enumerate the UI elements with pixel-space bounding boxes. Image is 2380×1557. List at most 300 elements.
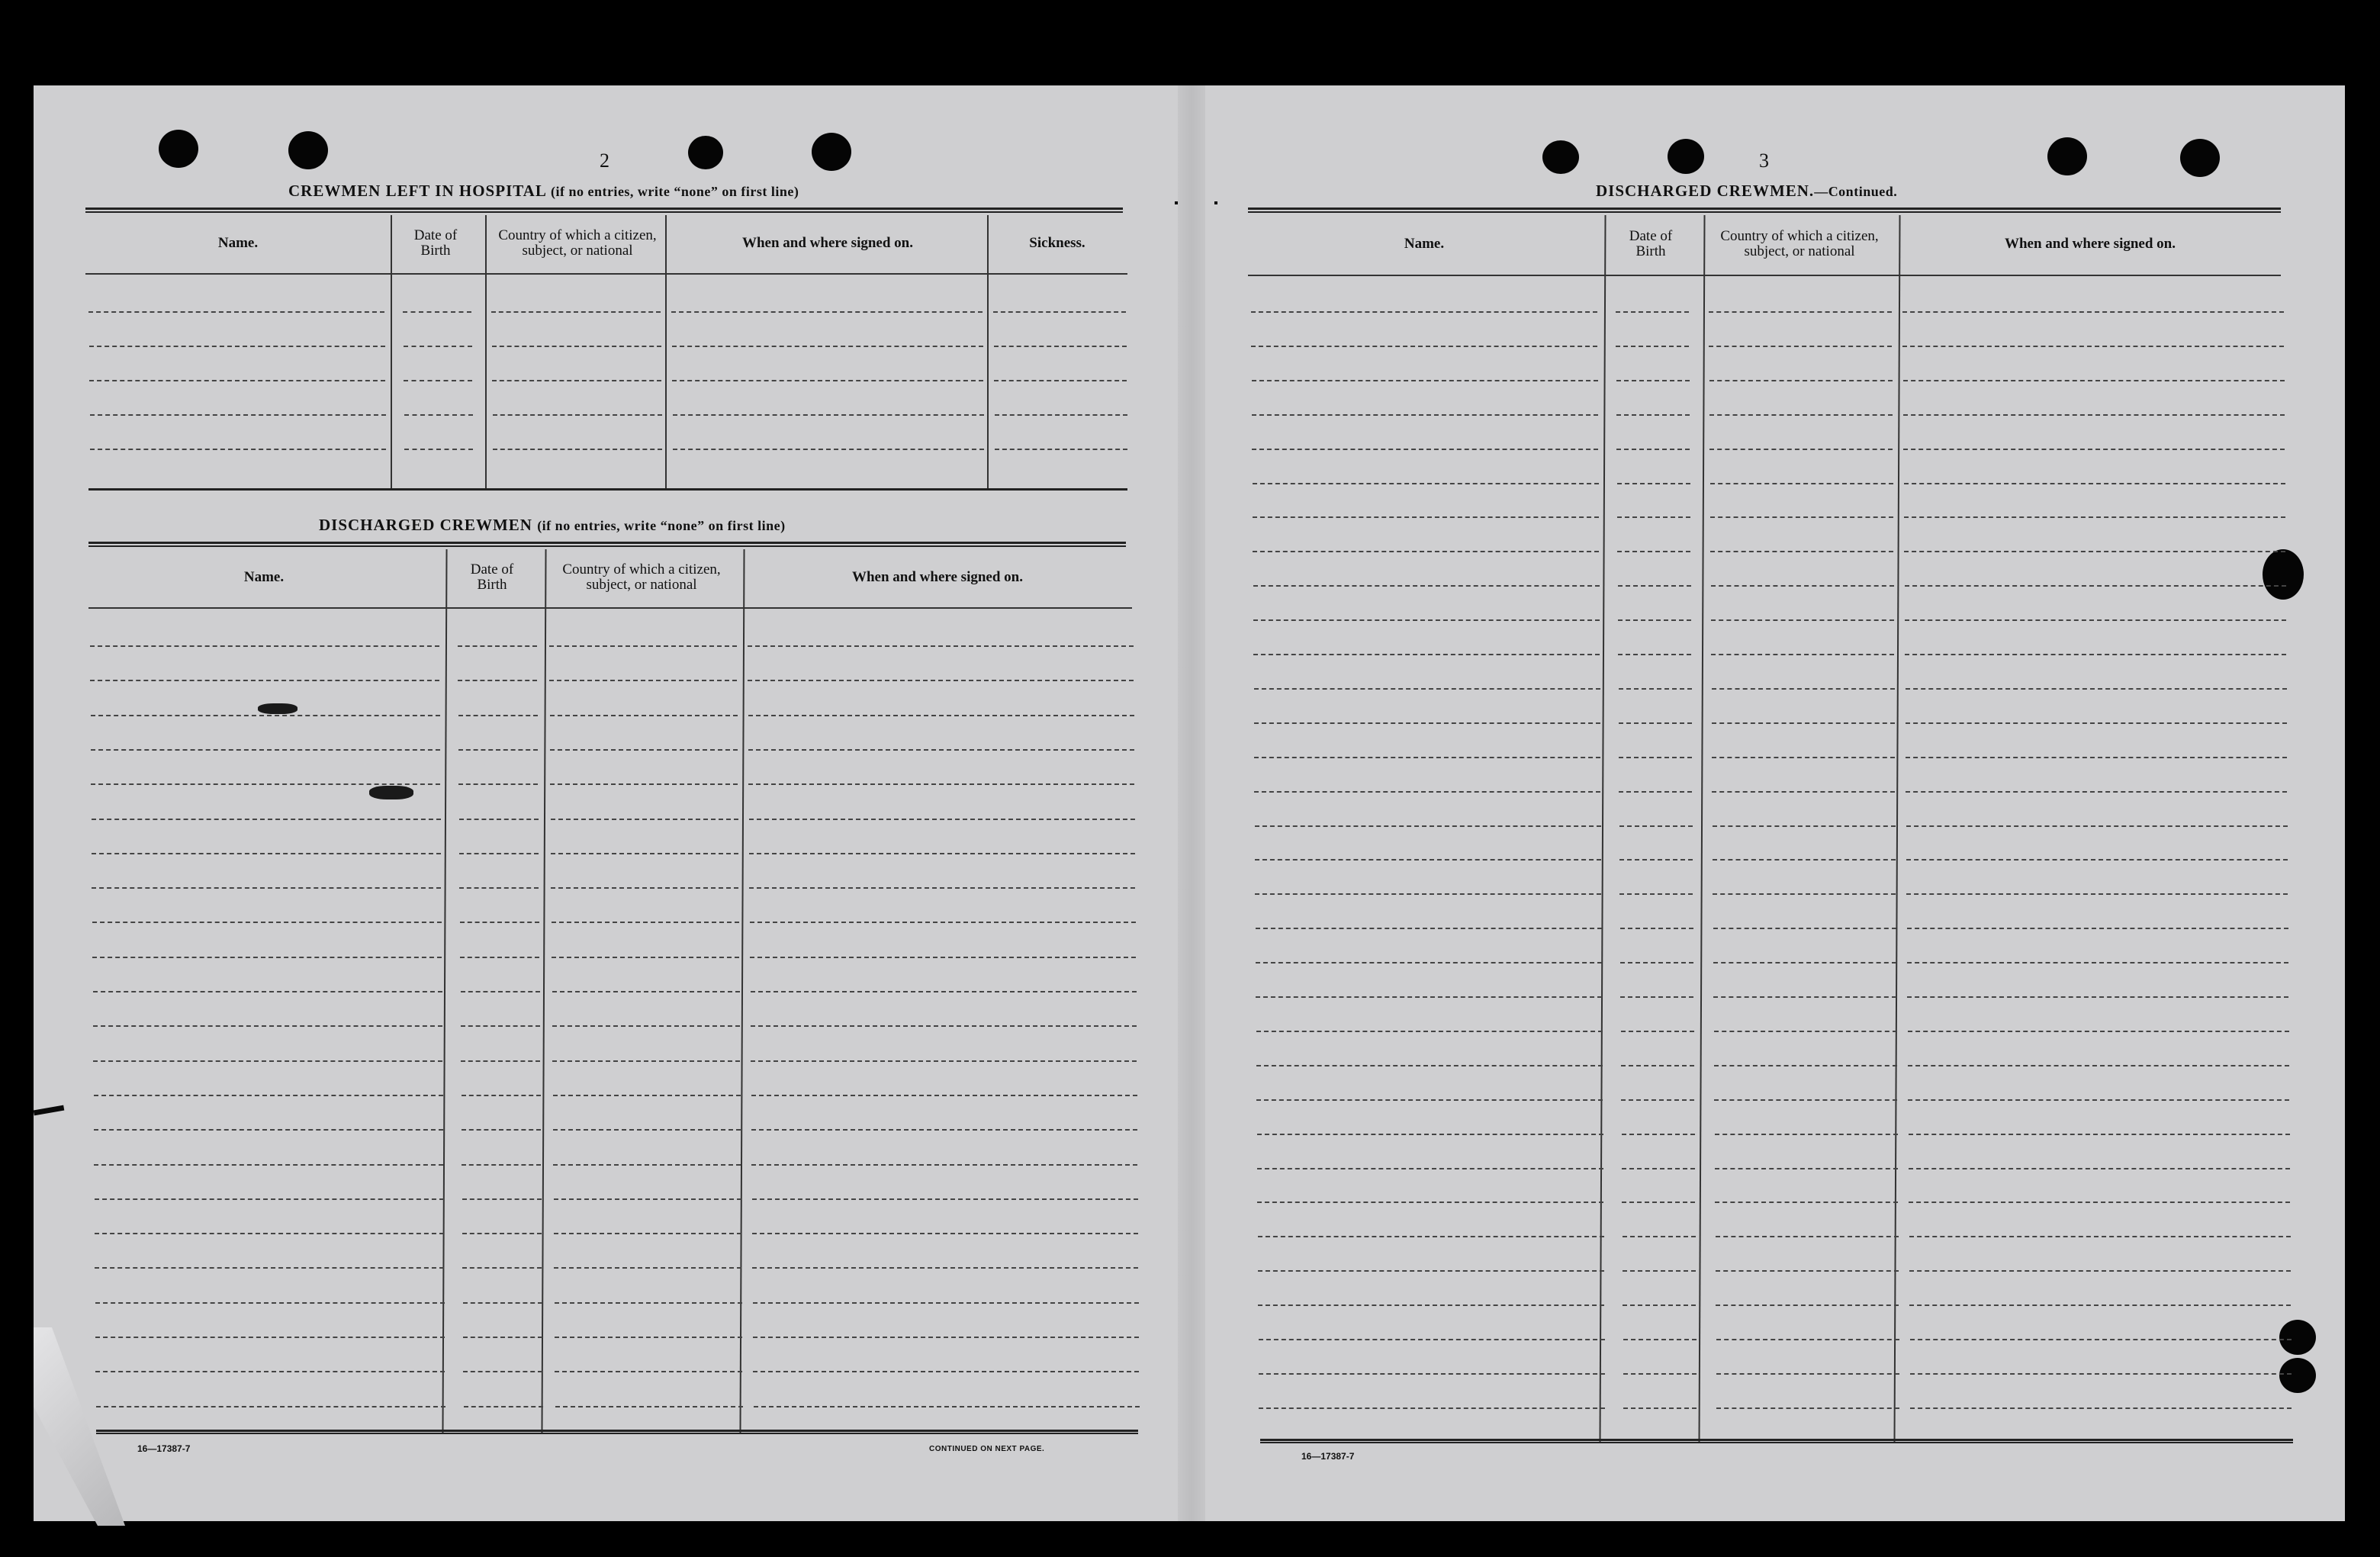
entry-line [96, 1406, 445, 1407]
entry-line [995, 449, 1127, 450]
entry-line [751, 1164, 1137, 1166]
col-header-name: Name. [243, 569, 285, 585]
entry-line [1709, 346, 1892, 347]
entry-line [1621, 1099, 1694, 1101]
entry-line [673, 449, 984, 450]
entry-line [1712, 791, 1895, 793]
page-gutter [1178, 85, 1205, 1521]
entry-line [553, 1129, 741, 1131]
entry-line [1622, 1202, 1695, 1203]
entry-line [1902, 346, 2284, 347]
entry-line [551, 819, 738, 820]
entry-line [1256, 996, 1602, 998]
entry-line [462, 1095, 541, 1096]
entry-line [1253, 483, 1599, 484]
entry-line [95, 1371, 445, 1372]
entry-line [1253, 585, 1600, 587]
entry-line [555, 1406, 743, 1407]
edge-tick [1175, 201, 1178, 204]
entry-line [751, 1129, 1137, 1131]
entry-line [754, 1406, 1140, 1407]
discharged-section-title [319, 516, 786, 535]
discharged-continued-title [1596, 182, 1897, 201]
entry-line [1715, 1168, 1898, 1169]
entry-line [91, 749, 440, 751]
entry-line [751, 1025, 1137, 1027]
punch-hole [812, 133, 851, 171]
punch-hole [1542, 140, 1579, 174]
entry-line [1255, 893, 1601, 895]
entry-line [1256, 1065, 1603, 1066]
entry-line [555, 1302, 742, 1304]
entry-line [995, 414, 1127, 416]
punch-hole [159, 130, 198, 168]
entry-line [1909, 1168, 2290, 1169]
entry-line [1909, 1134, 2290, 1135]
entry-line [749, 853, 1135, 854]
entry-line [994, 380, 1127, 381]
entry-line [1620, 996, 1693, 998]
entry-line [993, 311, 1126, 313]
entry-line [459, 853, 539, 854]
entry-line [748, 680, 1134, 681]
entry-line [1620, 962, 1693, 963]
entry-line [462, 1129, 541, 1131]
entry-line [1616, 311, 1689, 313]
entry-line [1710, 483, 1893, 484]
entry-line [1618, 585, 1691, 587]
entry-line [1713, 962, 1896, 963]
entry-line [1715, 1202, 1898, 1203]
entry-line [458, 680, 537, 681]
entry-line [1904, 483, 2285, 484]
continued-title-text: DISCHARGED CREWMEN. [1596, 182, 1815, 200]
entry-line [1716, 1304, 1899, 1306]
entry-line [94, 1164, 443, 1166]
entry-line [95, 1198, 444, 1200]
entry-line [492, 346, 661, 347]
entry-line [1619, 859, 1693, 861]
entry-line [550, 715, 738, 716]
continued-title-note: —Continued. [1814, 184, 1898, 199]
entry-line [1618, 654, 1691, 655]
entry-line [1257, 1202, 1603, 1203]
entry-line [553, 1164, 741, 1166]
entry-line [554, 1267, 741, 1269]
entry-line [1908, 1099, 2289, 1101]
col-header-country: Country of which a citizen, subject, or national [562, 561, 721, 593]
entry-line [1709, 380, 1893, 381]
entry-line [1623, 1270, 1696, 1272]
hospital-title-text: CREWMEN LEFT IN HOSPITAL [288, 182, 546, 200]
entry-line [1617, 551, 1690, 552]
continued-note: CONTINUED ON NEXT PAGE. [929, 1445, 1045, 1453]
entry-line [1256, 1031, 1603, 1032]
entry-line [552, 922, 739, 923]
entry-line [1258, 1236, 1604, 1237]
entry-line [1711, 619, 1894, 621]
entry-line [554, 1198, 741, 1200]
entry-line [1621, 1031, 1694, 1032]
entry-line [1256, 962, 1602, 963]
entry-line [1905, 619, 2286, 621]
entry-line [460, 922, 539, 923]
entry-line [1903, 414, 2285, 416]
entry-line [1709, 449, 1893, 450]
col-header-name: Name. [217, 235, 259, 251]
entry-line [554, 1233, 741, 1234]
entry-line [1711, 654, 1894, 655]
entry-line [459, 887, 539, 889]
entry-line [463, 1302, 542, 1304]
entry-line [555, 1371, 742, 1372]
entry-line [1713, 825, 1896, 827]
continued-bottom-rule [1260, 1439, 2293, 1443]
entry-line [491, 311, 661, 313]
entry-line [1713, 996, 1896, 998]
entry-line [1623, 1304, 1696, 1306]
entry-line [92, 922, 442, 923]
entry-line [552, 991, 740, 992]
entry-line [1906, 757, 2287, 758]
entry-line [1619, 722, 1692, 724]
entry-line [1906, 688, 2287, 690]
entry-line [1616, 380, 1690, 381]
entry-line [1252, 449, 1598, 450]
entry-line [1907, 928, 2288, 929]
entry-line [553, 1095, 741, 1096]
entry-line [458, 783, 538, 785]
entry-line [462, 1233, 542, 1234]
entry-line [552, 1060, 740, 1062]
entry-line [462, 1198, 542, 1200]
entry-line [1904, 516, 2285, 518]
ink-smudge [369, 786, 413, 799]
entry-line [1716, 1339, 1899, 1340]
entry-line [672, 380, 983, 381]
entry-line [1616, 346, 1689, 347]
form-code: 16—17387-7 [1301, 1451, 1355, 1462]
entry-line [1712, 688, 1895, 690]
entry-line [1712, 722, 1895, 724]
entry-line [1623, 1373, 1697, 1375]
entry-line [1904, 551, 2285, 552]
entry-line [458, 645, 537, 647]
continued-top-rule [1248, 207, 2281, 213]
entry-line [1254, 757, 1600, 758]
col-header-signed-on: When and where signed on. [741, 235, 913, 251]
entry-line [458, 715, 538, 716]
hospital-section-title [288, 182, 799, 201]
entry-line [1714, 1031, 1897, 1032]
col-header-date-of-birth: Date of Birth [1629, 228, 1673, 259]
entry-line [1622, 1134, 1695, 1135]
entry-line [1619, 757, 1692, 758]
punch-hole [2047, 137, 2087, 175]
entry-line [1906, 791, 2287, 793]
entry-line [752, 1267, 1138, 1269]
entry-line [1903, 380, 2285, 381]
entry-line [1711, 585, 1894, 587]
entry-line [462, 1267, 542, 1269]
entry-line [460, 957, 539, 958]
entry-line [92, 957, 442, 958]
entry-line [94, 1129, 443, 1131]
col-header-date-of-birth: Date of Birth [470, 561, 514, 593]
entry-line [751, 991, 1137, 992]
entry-line [1253, 619, 1600, 621]
entry-line [551, 887, 738, 889]
entry-line [750, 957, 1136, 958]
entry-line [1623, 1236, 1696, 1237]
entry-line [464, 1406, 543, 1407]
entry-line [1254, 722, 1600, 724]
entry-line [1713, 859, 1896, 861]
discharged-title-text: DISCHARGED CREWMEN [319, 516, 532, 534]
entry-line [459, 819, 539, 820]
entry-line [1616, 414, 1690, 416]
entry-line [461, 1025, 540, 1027]
entry-line [463, 1337, 542, 1338]
entry-line [461, 991, 540, 992]
entry-line [994, 346, 1127, 347]
entry-line [555, 1337, 742, 1338]
entry-line [549, 645, 737, 647]
entry-line [752, 1198, 1138, 1200]
entry-line [1251, 311, 1597, 313]
entry-line [1617, 516, 1690, 518]
col-header-name: Name. [1404, 236, 1445, 252]
col-header-sickness: Sickness. [1029, 235, 1085, 251]
entry-line [1909, 1270, 2291, 1272]
entry-line [1709, 311, 1892, 313]
entry-line [93, 1025, 442, 1027]
entry-line [1620, 928, 1693, 929]
entry-line [751, 1060, 1137, 1062]
entry-line [753, 1302, 1139, 1304]
hospital-title-note: (if no entries, write “none” on first line) [550, 184, 799, 199]
entry-line [1907, 962, 2288, 963]
col-header-date-of-birth: Date of Birth [413, 227, 458, 259]
entry-line [1622, 1168, 1695, 1169]
entry-line [493, 414, 662, 416]
entry-line [91, 715, 440, 716]
entry-line [1251, 346, 1597, 347]
entry-line [1905, 585, 2286, 587]
entry-line [89, 380, 385, 381]
entry-line [94, 1095, 443, 1096]
entry-line [92, 887, 441, 889]
entry-line [1254, 791, 1600, 793]
entry-line [1712, 757, 1895, 758]
entry-line [550, 783, 738, 785]
entry-line [92, 819, 441, 820]
entry-line [750, 922, 1136, 923]
discharged-bottom-rule [96, 1430, 1138, 1434]
entry-line [1253, 654, 1600, 655]
entry-line [93, 1060, 442, 1062]
entry-line [1902, 311, 2284, 313]
punch-hole [2263, 549, 2304, 600]
entry-line [1905, 654, 2286, 655]
hospital-top-rule [85, 207, 1123, 213]
entry-line [1906, 722, 2287, 724]
punch-hole [2279, 1320, 2316, 1355]
entry-line [1252, 380, 1598, 381]
entry-line [749, 819, 1135, 820]
discharged-header-rule [88, 607, 1132, 609]
entry-line [1909, 1236, 2291, 1237]
punch-hole [2279, 1358, 2316, 1393]
entry-line [1618, 619, 1691, 621]
discharged-title-note: (if no entries, write “none” on first line) [537, 518, 786, 533]
entry-line [93, 991, 442, 992]
entry-line [89, 346, 385, 347]
entry-line [673, 414, 984, 416]
entry-line [95, 1302, 445, 1304]
page-number: 2 [600, 150, 609, 172]
entry-line [552, 957, 739, 958]
entry-line [1716, 1407, 1899, 1409]
entry-line [462, 1164, 541, 1166]
entry-line [1910, 1407, 2292, 1409]
punch-hole [688, 136, 723, 169]
entry-line [1259, 1339, 1605, 1340]
entry-line [1713, 928, 1896, 929]
col-header-signed-on: When and where signed on. [2004, 236, 2176, 252]
entry-line [90, 449, 386, 450]
edge-tick [1214, 201, 1217, 204]
entry-line [748, 749, 1134, 751]
entry-line [1714, 1065, 1897, 1066]
entry-line [1906, 825, 2288, 827]
col-header-country: Country of which a citizen, subject, or national [1720, 228, 1879, 259]
entry-line [1907, 996, 2288, 998]
entry-line [1908, 1065, 2289, 1066]
entry-line [1259, 1407, 1605, 1409]
entry-line [1253, 551, 1599, 552]
hospital-col-divider [987, 215, 989, 488]
entry-line [1616, 449, 1690, 450]
entry-line [404, 414, 473, 416]
hospital-header-rule [85, 273, 1127, 275]
entry-line [1259, 1373, 1605, 1375]
ink-smudge [258, 703, 298, 714]
entry-line [1716, 1270, 1899, 1272]
entry-line [404, 380, 472, 381]
entry-line [1257, 1134, 1603, 1135]
entry-line [1903, 449, 2285, 450]
entry-line [671, 311, 983, 313]
continued-header-rule [1248, 275, 2281, 276]
entry-line [748, 645, 1134, 647]
entry-line [1619, 791, 1692, 793]
entry-line [1253, 516, 1599, 518]
entry-line [752, 1233, 1138, 1234]
entry-line [552, 1025, 740, 1027]
entry-line [88, 311, 384, 313]
entry-line [492, 380, 661, 381]
entry-line [753, 1337, 1139, 1338]
entry-line [551, 853, 738, 854]
entry-line [95, 1267, 444, 1269]
entry-line [753, 1371, 1139, 1372]
entry-line [1710, 516, 1893, 518]
form-code: 16—17387-7 [137, 1443, 191, 1454]
entry-line [1906, 859, 2288, 861]
entry-line [1909, 1304, 2291, 1306]
entry-line [549, 680, 737, 681]
punch-hole [288, 131, 328, 169]
entry-line [404, 449, 473, 450]
entry-line [1908, 1031, 2289, 1032]
entry-line [1910, 1373, 2292, 1375]
entry-line [1710, 551, 1893, 552]
entry-line [1709, 414, 1893, 416]
entry-line [1256, 1099, 1603, 1101]
entry-line [1258, 1270, 1604, 1272]
entry-line [1714, 1099, 1897, 1101]
entry-line [1621, 1065, 1694, 1066]
entry-line [95, 1233, 444, 1234]
col-header-signed-on: When and where signed on. [851, 569, 1023, 585]
entry-line [749, 887, 1135, 889]
entry-line [1258, 1304, 1604, 1306]
entry-line [1255, 859, 1601, 861]
entry-line [1617, 483, 1690, 484]
hospital-col-divider [665, 215, 667, 488]
entry-line [1716, 1373, 1899, 1375]
entry-line [403, 311, 471, 313]
punch-hole [2180, 139, 2220, 177]
entry-line [1254, 688, 1600, 690]
entry-line [92, 853, 441, 854]
entry-line [95, 1337, 445, 1338]
entry-line [1906, 893, 2288, 895]
entry-line [90, 414, 386, 416]
entry-line [463, 1371, 542, 1372]
entry-line [1256, 928, 1602, 929]
col-header-country: Country of which a citizen, subject, or national [498, 227, 657, 259]
entry-line [90, 680, 439, 681]
entry-line [1619, 893, 1693, 895]
entry-line [1257, 1168, 1603, 1169]
entry-line [1619, 825, 1693, 827]
entry-line [493, 449, 662, 450]
entry-line [458, 749, 538, 751]
entry-line [1713, 893, 1896, 895]
hospital-col-divider [391, 215, 392, 488]
entry-line [461, 1060, 540, 1062]
entry-line [748, 783, 1134, 785]
entry-line [1910, 1339, 2292, 1340]
entry-line [672, 346, 983, 347]
entry-line [1252, 414, 1598, 416]
entry-line [1623, 1339, 1697, 1340]
page-number: 3 [1759, 150, 1769, 172]
hospital-col-divider [485, 215, 487, 488]
entry-line [90, 645, 439, 647]
discharged-top-rule [88, 542, 1126, 547]
entry-line [751, 1095, 1137, 1096]
punch-hole [1668, 139, 1704, 174]
entry-line [1619, 688, 1692, 690]
entry-line [1716, 1236, 1899, 1237]
entry-line [91, 783, 440, 785]
entry-line [1909, 1202, 2290, 1203]
entry-line [404, 346, 472, 347]
entry-line [1623, 1407, 1697, 1409]
